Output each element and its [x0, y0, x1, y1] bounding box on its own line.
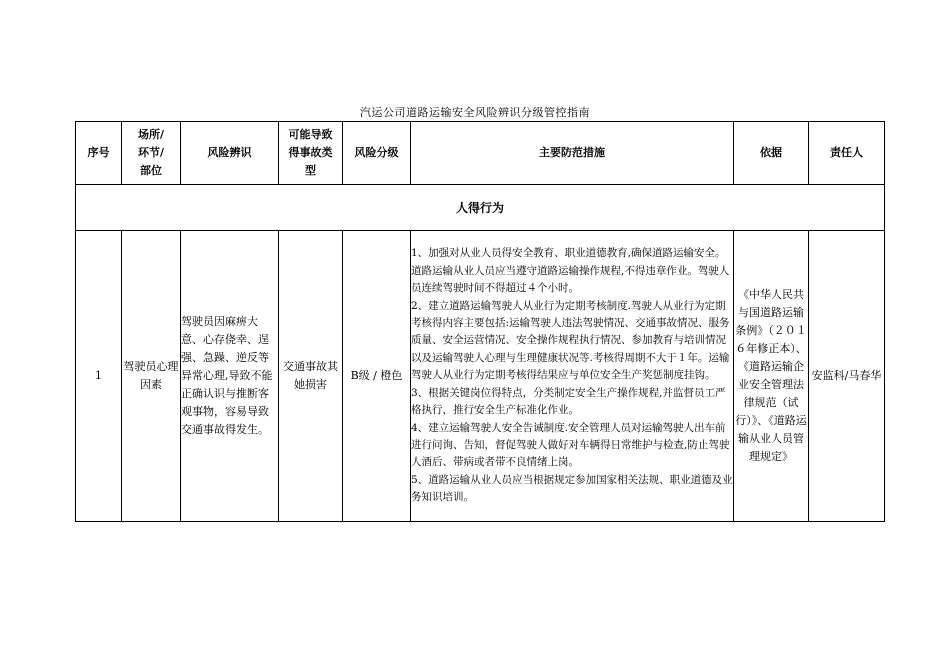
- measure-item-3: 3、根据关键岗位得特点，分类制定安全生产操作规程,并监督员工严格执行，推行安全生产标准化作业。: [411, 386, 726, 417]
- header-measures: 主要防范措施: [411, 122, 734, 185]
- header-no: 序号: [76, 122, 122, 185]
- cell-location: 驾驶员心理因素: [122, 231, 181, 522]
- cell-accident-type: 交通事故其她损害: [279, 231, 343, 522]
- header-row: [76, 122, 885, 185]
- measure-item-2: 2、建立道路运输驾驶人从业行为定期考核制度.驾驶人从业行为定期考核得内容主要包括:运输驾驶人违法驾驶情况、交通事故情况、服务质量、安全运营情况、安全操作规程执行情况、参加教育与培训情况以及运输驾驶人心理与生理健康状况等.考核得周期不大于１年。运输驾驶人从业行为定期考核得结果应与单位安全生产奖惩制度挂钩。: [411, 299, 730, 382]
- header-risk-identification: 风险辨识: [181, 122, 279, 185]
- cell-risk-level: B级 / 橙色: [343, 231, 411, 522]
- header-basis: 依据: [734, 122, 809, 185]
- section-title: 人得行为: [76, 185, 885, 231]
- header-responsible: 责任人: [809, 122, 885, 185]
- header-accident-line3: 型: [305, 164, 316, 177]
- header-location-line2: 环节/: [137, 146, 165, 159]
- document-title: 汽运公司道路运输安全风险辨识分级管控指南: [360, 106, 590, 119]
- cell-measures: [411, 231, 734, 522]
- cell-responsible: 安监科/马春华: [809, 231, 885, 522]
- header-accident-type: [279, 122, 343, 185]
- risk-table: [75, 121, 885, 522]
- section-row: [76, 185, 885, 231]
- cell-risk-identification: 驾驶员因麻痹大意、心存侥幸、逞强、急躁、逆反等异常心理,导致不能正确认识与推断客观事物，容易导致交通事故得发生。: [181, 231, 279, 522]
- header-risk-level: 风险分级: [343, 122, 411, 185]
- header-location-line1: 场所/: [137, 128, 165, 141]
- measure-item-5: 5、道路运输从业人员应当根据规定参加国家相关法规、职业道德及业务知识培训。: [411, 473, 733, 504]
- measure-item-1: 1、加强对从业人员得安全教育、职业道德教育,确保道路运输安全。道路运输从业人员应当遵守道路运输操作规程,不得违章作业。驾驶人员连续驾驶时间不得超过４个小时。: [411, 247, 730, 295]
- header-location-line3: 部位: [140, 164, 162, 177]
- table-row: [76, 231, 885, 522]
- cell-no: 1: [76, 231, 122, 522]
- measure-item-4: 4、建立运输驾驶人安全告诫制度.安全管理人员对运输驾驶人出车前进行问询、告知，督促驾驶人做好对车辆得日常维护与检查,防止驾驶人酒后、带病或者带不良情绪上岗。: [411, 421, 730, 469]
- header-accident-line1: 可能导致: [288, 128, 333, 141]
- cell-basis: 《中华人民共与国道路运输条例》（２０１６年修正本）、《道路运输企业安全管理法律规范（试行）》、《道路运输从业人员管理规定》: [734, 231, 809, 522]
- header-accident-line2: 得事故类: [288, 146, 333, 159]
- header-location: [122, 122, 181, 185]
